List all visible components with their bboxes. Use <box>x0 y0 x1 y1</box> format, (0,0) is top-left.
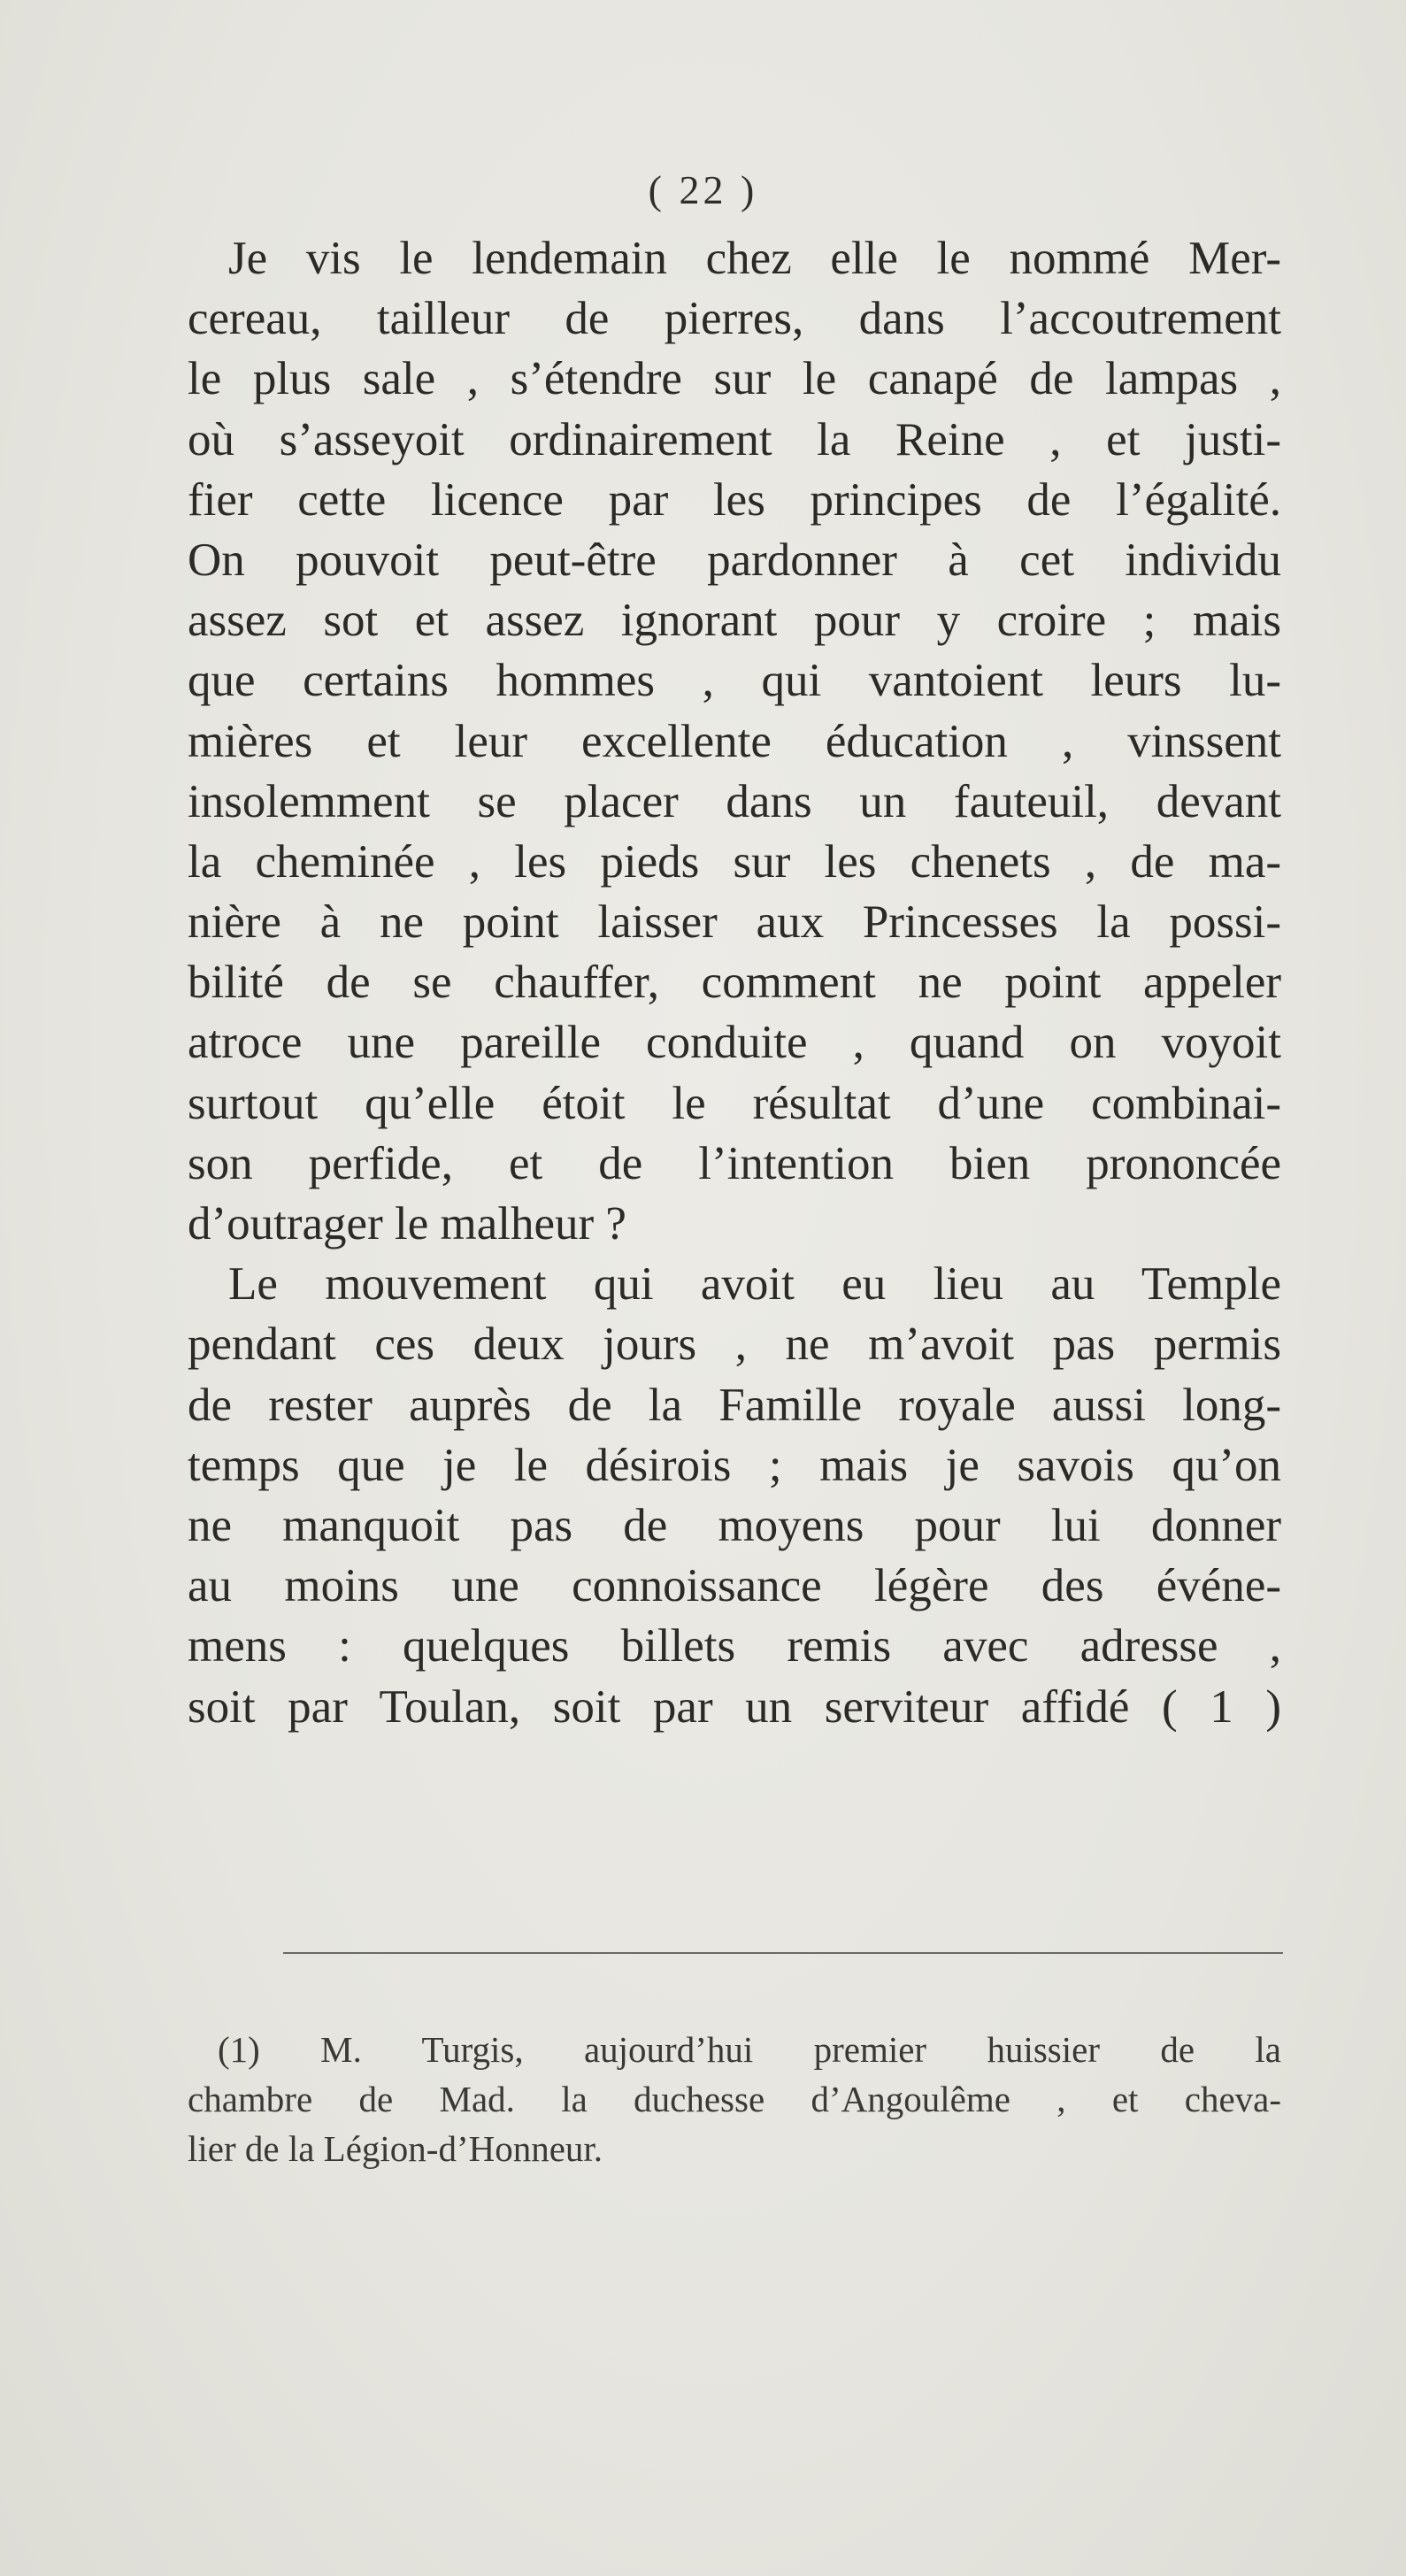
text-line: bilité de se chauffer, comment ne point appeler <box>188 957 1281 1009</box>
text-line: Le mouvement qui avoit eu lieu au Temple <box>228 1258 1281 1311</box>
text-line: d’outrager le malheur ? <box>188 1198 626 1250</box>
footnote <box>188 2025 1281 2173</box>
text-line: surtout qu’elle étoit le résultat d’une combinai- <box>188 1077 1281 1129</box>
text-line: mens : quelques billets remis avec adresse , <box>188 1620 1281 1672</box>
text-line: Je vis le lendemain chez elle le nommé Mer- <box>228 233 1281 284</box>
text-line: de rester auprès de la Famille royale aussi long- <box>188 1379 1281 1431</box>
text-line: son perfide, et de l’intention bien prononcée <box>188 1137 1281 1189</box>
text-line: atroce une pareille conduite , quand on voyoit <box>188 1017 1281 1069</box>
text-line: au moins une connoissance légère des événe- <box>188 1560 1281 1612</box>
text-line: que certains hommes , qui vantoient leurs lu- <box>188 655 1281 707</box>
text-line: cereau, tailleur de pierres, dans l’accoutrement <box>188 293 1281 345</box>
text-line: nière à ne point laisser aux Princesses la possi- <box>188 896 1281 949</box>
text-line: soit par Toulan, soit par un serviteur affidé ( 1 ) <box>188 1680 1281 1733</box>
footnote-divider <box>283 1952 1283 1954</box>
page-number: ( 22 ) <box>648 167 758 212</box>
text-line: la cheminée , les pieds sur les chenets , de ma- <box>188 835 1281 888</box>
text-line: On pouvoit peut-être pardonner à cet individu <box>188 534 1281 586</box>
text-line: temps que je le désirois ; mais je savois qu’on <box>188 1439 1281 1491</box>
text-line: insolemment se placer dans un fauteuil, devant <box>188 775 1281 827</box>
footnote-line: (1) M. Turgis, aujourd’hui premier huissier de la <box>218 2029 1281 2070</box>
body-text <box>188 228 1281 1737</box>
text-line: ne manquoit pas de moyens pour lui donner <box>188 1499 1281 1551</box>
text-line: le plus sale , s’étendre sur le canapé de lampas , <box>188 353 1281 405</box>
text-line: fier cette licence par les principes de l’égalité. <box>188 473 1281 526</box>
footnote-line: lier de la Légion-d’Honneur. <box>188 2128 603 2169</box>
text-line: pendant ces deux jours , ne m’avoit pas permis <box>188 1319 1281 1371</box>
text-line: où s’asseyoit ordinairement la Reine , et justi- <box>188 413 1281 465</box>
footnote-line: chambre de Mad. la duchesse d’Angoulême , et cheva- <box>188 2079 1281 2119</box>
text-line: assez sot et assez ignorant pour y croire ; mais <box>188 595 1281 647</box>
text-line: mières et leur excellente éducation , vinssent <box>188 715 1281 767</box>
